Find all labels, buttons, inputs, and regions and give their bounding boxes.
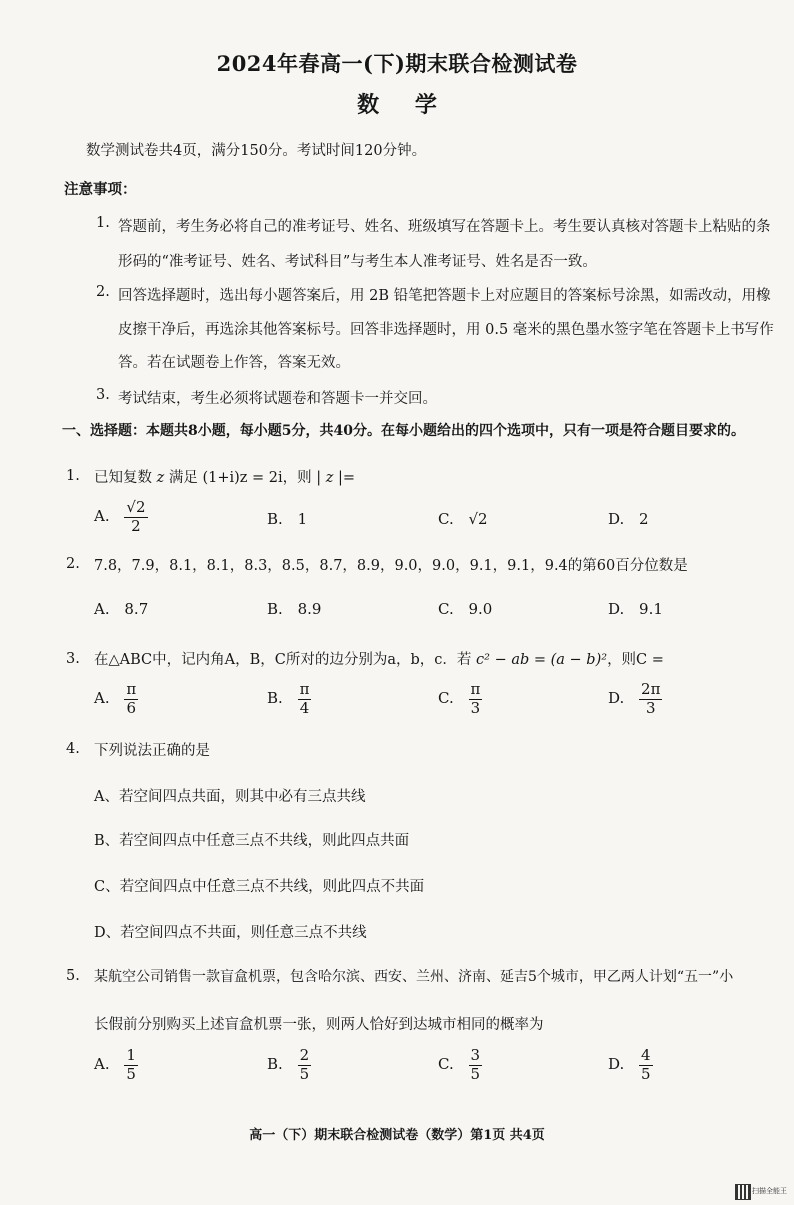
stem-text: 在△ABC中，记内角A，B，C所对的边分别为a，b，c．若 (94, 652, 472, 668)
notice-item-text: 形码的“准考证号、姓名、考试科目”与考生本人准考证号、姓名是否一致。 (118, 254, 597, 270)
fraction-numerator: π (126, 680, 137, 698)
option-label: C. (438, 1055, 454, 1074)
fraction-numerator: π (470, 680, 481, 698)
option-c (438, 682, 482, 717)
stem-text: ，则 (282, 470, 312, 486)
option-label: B. (267, 600, 283, 618)
fraction (639, 1048, 653, 1083)
option-a (94, 500, 148, 535)
exam-intro: 数学测试卷共4页，满分150分。考试时间120分钟。 (86, 143, 427, 159)
option-a (94, 1048, 138, 1083)
option-label: A. (94, 507, 110, 526)
fraction-denominator: 5 (641, 1064, 651, 1083)
option-value: 若空间四点中任意三点不共线，则此四点共面 (119, 833, 410, 849)
fraction-numerator: 1 (126, 1046, 136, 1064)
question-stem (94, 648, 664, 669)
option-a (94, 600, 148, 618)
option-label: B. (267, 1055, 283, 1074)
option-b (267, 682, 311, 717)
question-number: 5. (66, 968, 80, 984)
option-c (438, 600, 492, 618)
qr-code-icon (735, 1184, 751, 1200)
notice-item-text: 皮擦干净后，再选涂其他答案标号。回答非选择题时，用 0.5 毫米的黑色墨水签字笔在答题卡上书写作 (118, 322, 774, 338)
option-d (608, 600, 663, 618)
option-label: C. (438, 510, 454, 528)
scanner-brand: 扫描全能王 (752, 1187, 787, 1195)
option-value: √2 (468, 510, 488, 528)
question-number: 4. (66, 741, 80, 757)
option-value: 9.0 (468, 600, 493, 618)
fraction-denominator: 5 (299, 1064, 310, 1083)
fraction-numerator: 2π (641, 680, 661, 698)
fraction-numerator: √2 (126, 498, 146, 516)
option-label: C. (438, 689, 454, 708)
option-label: D. (608, 689, 625, 708)
math-variable: z (156, 470, 165, 486)
fraction (298, 1048, 312, 1083)
option-label: B、 (94, 833, 120, 849)
option-label: D. (608, 1055, 625, 1074)
fraction-numerator: 3 (470, 1046, 481, 1064)
option-label: C、 (94, 879, 120, 895)
notice-item-text: 回答选择题时，选出每小题答案后，用 2B 铅笔把答题卡上对应题目的答案标号涂黑，如需改动，用橡 (118, 288, 771, 304)
option-c (438, 1048, 482, 1083)
option-label: A、 (94, 789, 119, 805)
stem-text: ，则C = (607, 652, 664, 668)
fraction-denominator: 3 (470, 698, 481, 717)
option-label: D、 (94, 925, 121, 941)
notice-item-text: 考试结束，考生必须将试题卷和答题卡一并交回。 (118, 391, 437, 407)
notice-item-number: 3. (96, 387, 110, 403)
option-value: 8.7 (124, 600, 149, 618)
fraction (124, 682, 138, 717)
fraction-numerator: 2 (299, 1046, 310, 1064)
option-label: A. (94, 689, 110, 708)
question-stem: 某航空公司销售一款盲盒机票，包含哈尔滨、西安、兰州、济南、延吉5个城市，甲乙两人计划“五一”小 (94, 969, 734, 985)
question-stem (94, 466, 355, 487)
section-heading: 一、选择题：本题共8小题，每小题5分，共40分。在每小题给出的四个选项中，只有一项是符合题目要求的。 (62, 423, 745, 439)
option-c (438, 510, 488, 528)
question-stem: 下列说法正确的是 (94, 743, 210, 759)
page-footer: 高一（下）期末联合检测试卷（数学）第1页 共4页 (249, 1128, 545, 1143)
notice-item-number: 2. (96, 284, 110, 300)
option-label: D. (608, 510, 625, 528)
option-d (608, 1048, 653, 1083)
option-label: C. (438, 600, 454, 618)
fraction (469, 682, 483, 717)
option-b (267, 510, 307, 528)
option-value: 1 (297, 510, 308, 528)
math-expression: c² − ab = (a − b)² (476, 652, 608, 668)
option-a (94, 785, 365, 806)
fraction (298, 682, 312, 717)
fraction (124, 500, 147, 535)
option-label: A. (94, 600, 110, 618)
stem-text: 满足 (168, 470, 198, 486)
question-stem: 长假前分别购买上述盲盒机票一张，则两人恰好到达城市相同的概率为 (94, 1017, 544, 1033)
option-label: B. (267, 689, 283, 708)
fraction-denominator: 2 (131, 516, 141, 535)
option-b (267, 600, 321, 618)
question-stem: 7.8，7.9，8.1，8.1，8.3，8.5，8.7，8.9，9.0，9.0，9.1，9.1，9.4的第60百分位数是 (94, 558, 688, 574)
fraction (469, 1048, 483, 1083)
question-number: 1. (66, 468, 80, 484)
option-value: 若空间四点共面，则其中必有三点共线 (118, 789, 366, 805)
math-expression: | z |= (316, 470, 356, 486)
fraction-numerator: 4 (641, 1046, 651, 1064)
exam-title: 2024年春高一(下)期末联合检测试卷 (216, 51, 578, 76)
option-value: 若空间四点不共面，则任意三点不共线 (120, 925, 367, 941)
fraction-numerator: π (299, 680, 310, 698)
option-d (94, 921, 367, 942)
question-number: 2. (66, 556, 80, 572)
option-a (94, 682, 138, 717)
fraction-denominator: 3 (645, 698, 656, 717)
question-number: 3. (66, 651, 80, 667)
fraction-denominator: 4 (299, 698, 310, 717)
option-d (608, 510, 649, 528)
option-value: 2 (639, 510, 649, 528)
notice-item-text: 答。若在试题卷上作答，答案无效。 (118, 355, 350, 371)
fraction-denominator: 6 (126, 698, 137, 717)
fraction-denominator: 5 (470, 1064, 481, 1083)
option-label: D. (608, 600, 625, 618)
fraction (639, 682, 662, 717)
subject-title: 数 学 (357, 92, 451, 118)
option-b (94, 829, 409, 850)
option-label: B. (267, 510, 283, 528)
option-value: 9.1 (639, 600, 663, 618)
option-d (608, 682, 662, 717)
notice-item-number: 1. (96, 215, 110, 231)
option-value: 若空间四点中任意三点不共线，则此四点不共面 (119, 879, 425, 895)
option-label: A. (94, 1055, 110, 1074)
fraction-denominator: 5 (126, 1064, 136, 1083)
option-b (267, 1048, 311, 1083)
notice-item-text: 答题前，考生务必将自己的准考证号、姓名、班级填写在答题卡上。考生要认真核对答题卡上粘贴的条 (118, 219, 771, 235)
option-c (94, 875, 424, 896)
stem-text: 已知复数 (94, 470, 152, 486)
option-value: 8.9 (297, 600, 322, 618)
math-expression: (1+i)z = 2i (202, 470, 283, 486)
fraction (124, 1048, 138, 1083)
notice-heading: 注意事项： (64, 181, 137, 198)
